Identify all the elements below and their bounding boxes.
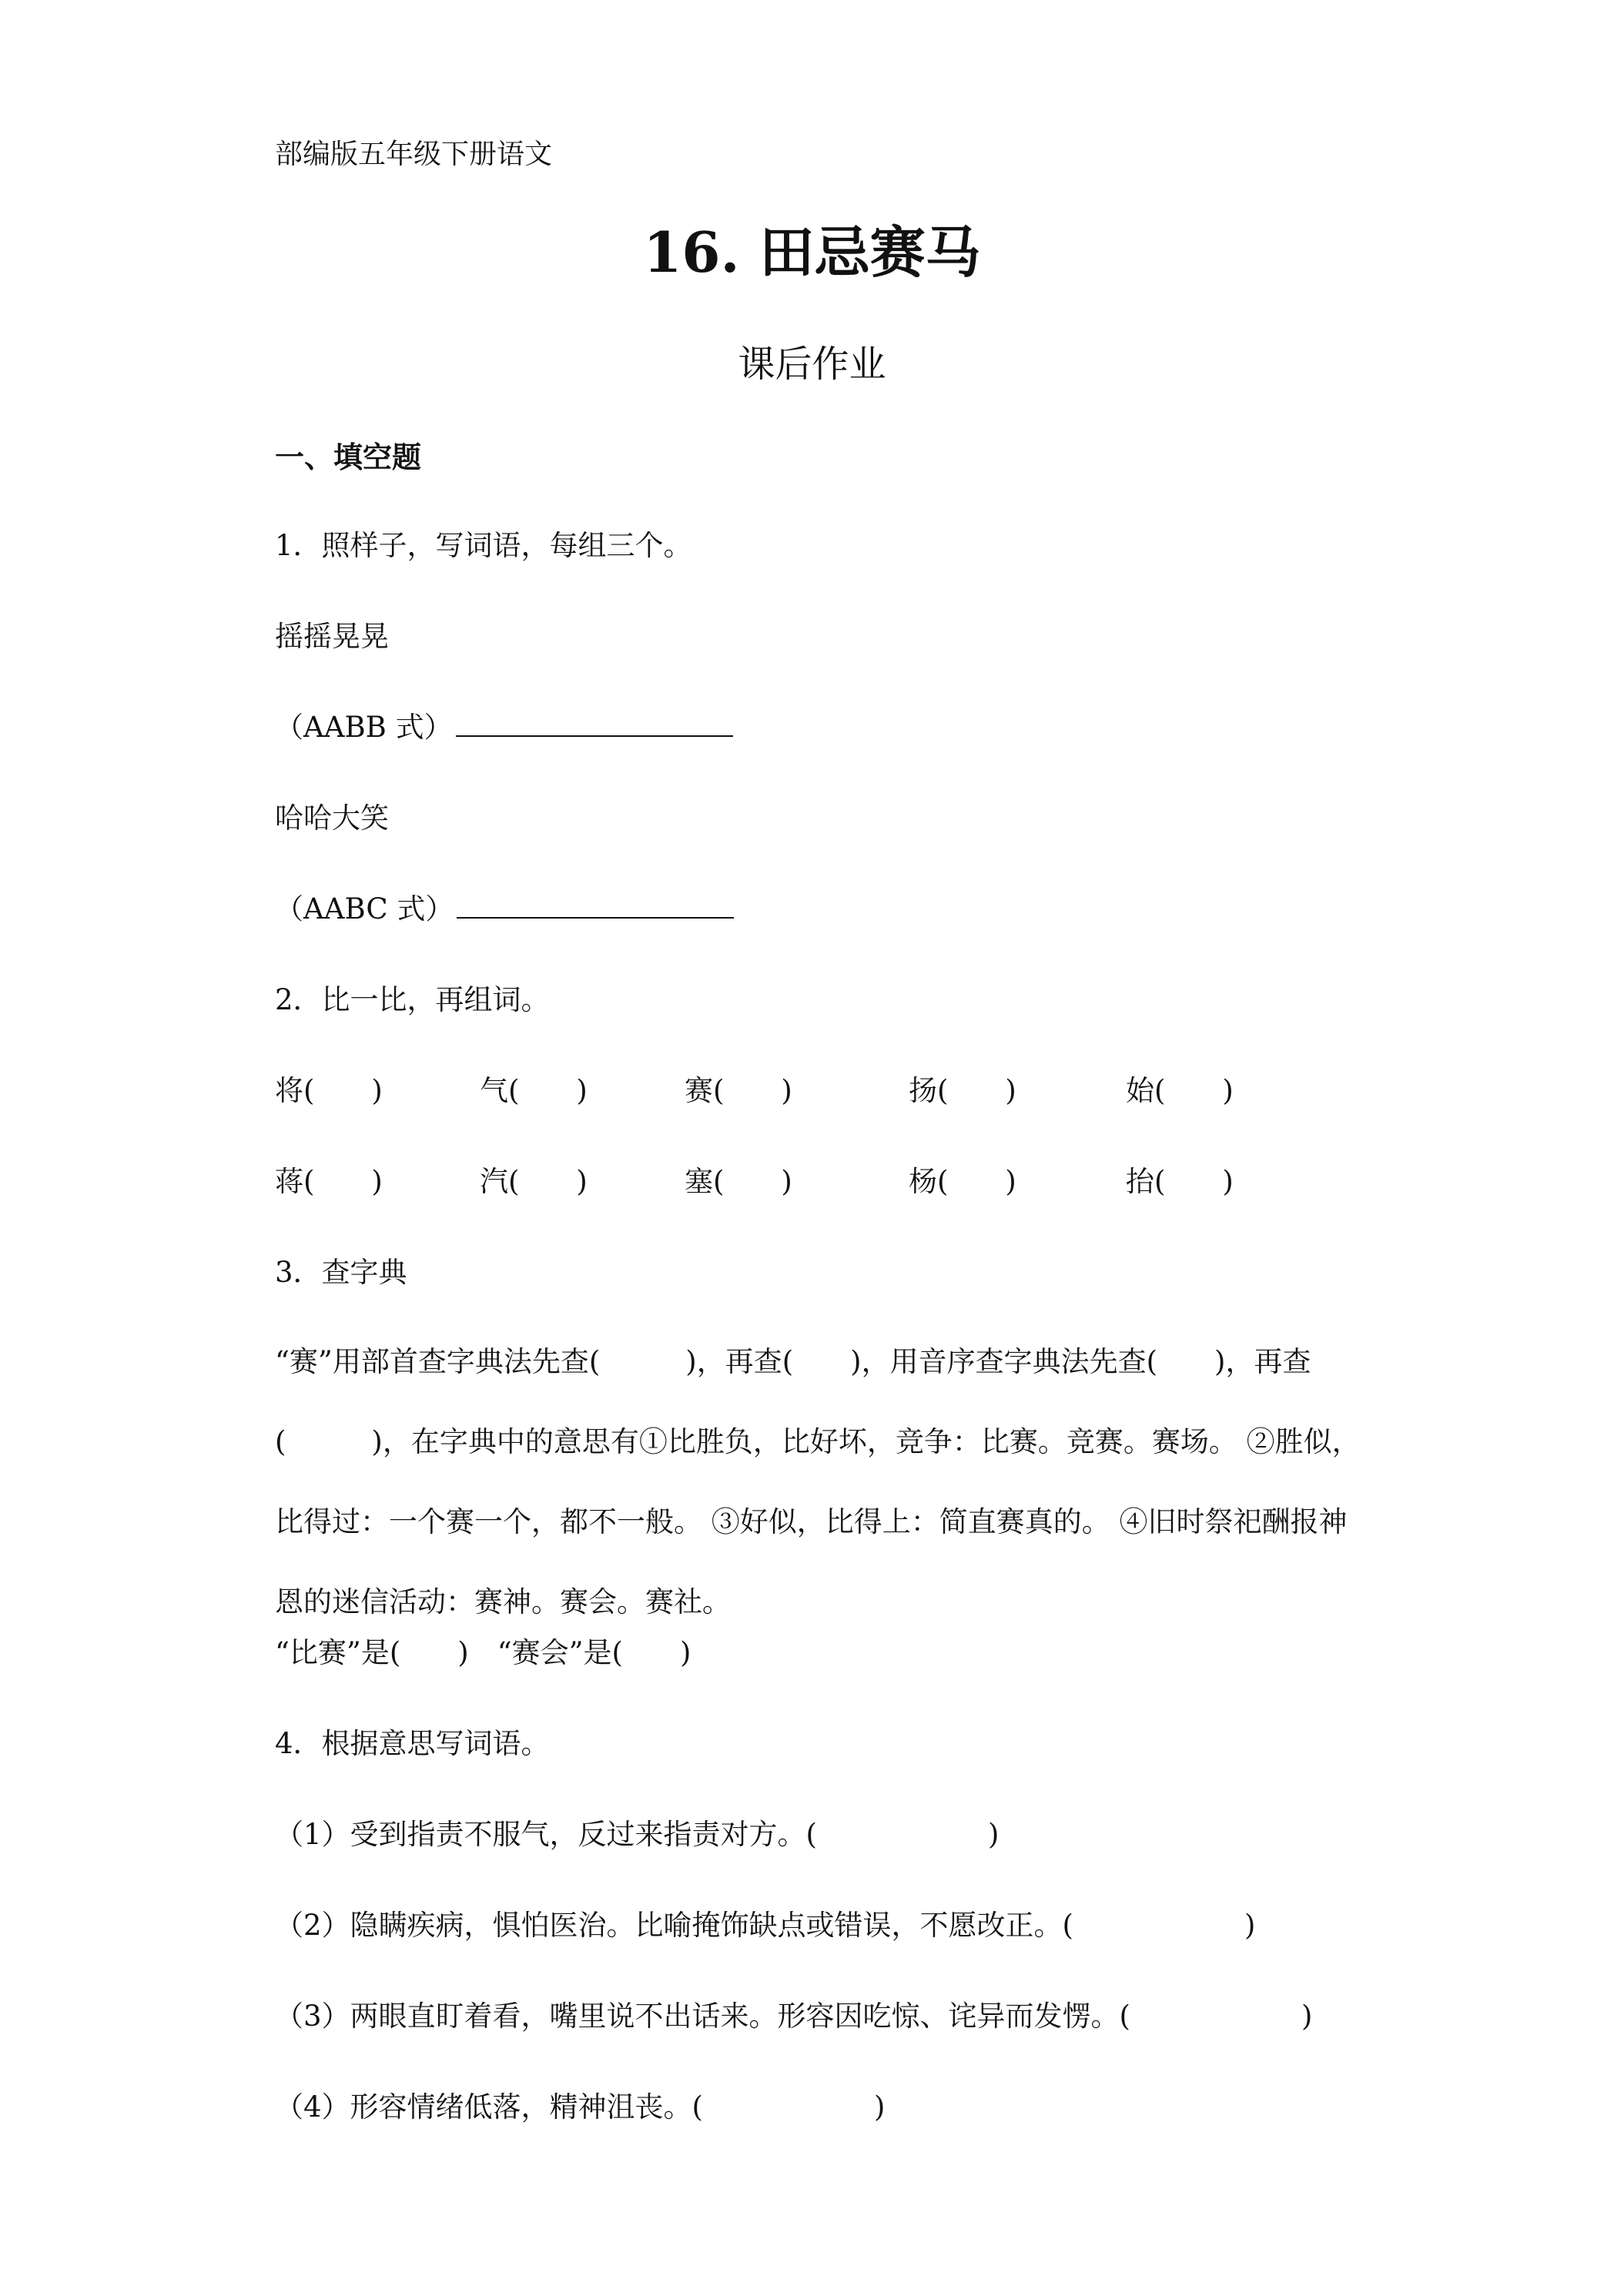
q2-row2-item[interactable]: 塞( ): [685, 1165, 792, 1198]
q2-row1-item[interactable]: 气( ): [480, 1074, 588, 1107]
section-heading-fill-blank: 一、填空题: [275, 440, 422, 474]
q1-answer-row-1: [275, 704, 733, 745]
q1-answer-blank-1[interactable]: [456, 712, 733, 737]
q4-item-4[interactable]: （4）形容情绪低落，精神沮丧。( ): [275, 2090, 886, 2124]
q1-prompt: 1．照样子，写词语，每组三个。: [275, 529, 692, 562]
q1-answer-row-2: [275, 885, 734, 927]
q2-row2-item[interactable]: 杨( ): [909, 1165, 1016, 1198]
q2-row1-item[interactable]: 扬( ): [909, 1074, 1016, 1107]
q2-row2-item[interactable]: 蒋( ): [275, 1165, 383, 1198]
q3-paragraph: “赛”用部首查字典法先查( )，再查( )，用音序查字典法先查( )，再查( )，在字典中的意思有①比胜负，比好坏，竞争：比赛。竞赛。赛场。 ②胜似，比得过：一个赛一个，都不一般。 ③好似，比得上：简直赛真的。 ④旧时祭祀酬报神恩的迷信活动：赛神。赛会。赛社。: [275, 1345, 1361, 1618]
q2-row2-item[interactable]: 抬( ): [1126, 1165, 1234, 1198]
lesson-subtitle: 课后作业: [738, 343, 886, 386]
q4-prompt: 4．根据意思写词语。: [275, 1727, 550, 1760]
subject-label: 部编版五年级下册语文: [275, 139, 553, 170]
q1-pattern-label-1: （AABB 式）: [275, 711, 453, 744]
lesson-title: 16. 田忌赛马: [643, 219, 981, 285]
q3-answer-line[interactable]: “比赛”是( ) “赛会”是( ): [275, 1636, 691, 1669]
q1-pattern-label-2: （AABC 式）: [275, 892, 454, 925]
q1-answer-blank-2[interactable]: [457, 894, 734, 919]
q2-prompt: 2．比一比，再组词。: [275, 983, 550, 1016]
q2-row2-item[interactable]: 汽( ): [480, 1165, 588, 1198]
q2-row1-item[interactable]: 赛( ): [685, 1074, 792, 1107]
q4-item-3[interactable]: （3）两眼直盯着看，嘴里说不出话来。形容因吃惊、诧异而发愣。( ): [275, 2000, 1313, 2033]
q2-row1-item[interactable]: 始( ): [1126, 1074, 1234, 1107]
q1-example-1: 摇摇晃晃: [275, 620, 389, 653]
q4-item-2[interactable]: （2）隐瞒疾病，惧怕医治。比喻掩饰缺点或错误，不愿改正。( ): [275, 1909, 1256, 1942]
q4-item-1[interactable]: （1）受到指责不服气，反过来指责对方。( ): [275, 1818, 1000, 1851]
q3-prompt: 3．查字典: [275, 1256, 407, 1289]
q1-example-2: 哈哈大笑: [275, 802, 389, 835]
q2-row1-item[interactable]: 将( ): [275, 1074, 383, 1107]
